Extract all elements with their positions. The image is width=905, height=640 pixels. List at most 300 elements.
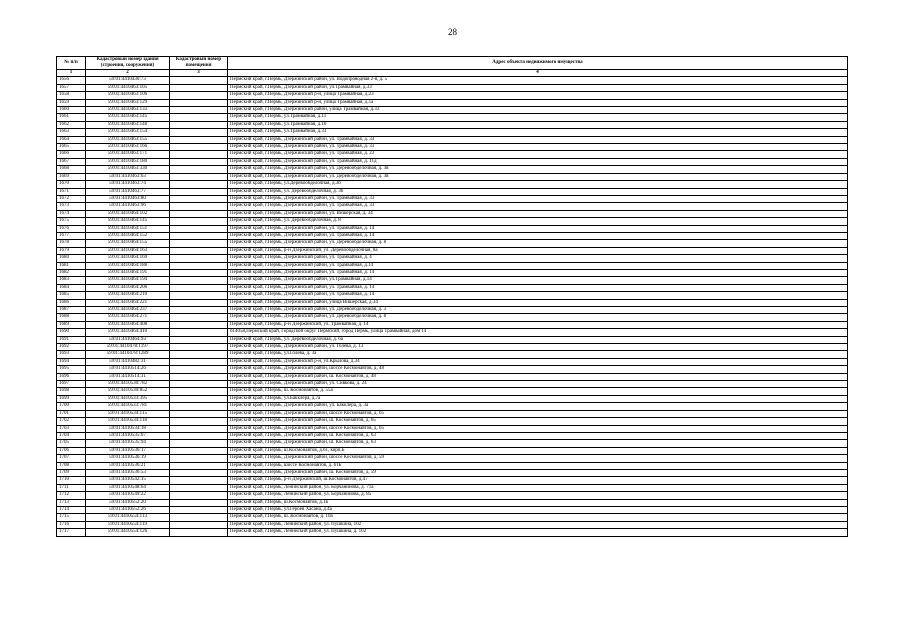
premise-cadastral-number: [170, 203, 228, 210]
building-cadastral-number: 59:01:4410478:1289: [86, 351, 170, 358]
table-row: [57, 418, 848, 425]
property-address: Пермский край, г.Пермь, ул.Голева, д. 3а: [228, 351, 848, 358]
row-number: 1707: [57, 455, 86, 462]
row-number: 1671: [57, 188, 86, 195]
table-row: [57, 425, 848, 432]
row-number: 1687: [57, 307, 86, 314]
table-row: [57, 395, 848, 402]
property-address: Пермский край, г.Пермь, ул.Героев Хасана, д.4а: [228, 506, 848, 513]
row-number: 1669: [57, 173, 86, 180]
building-cadastral-number: 59:01:4410534:118: [86, 418, 170, 425]
property-address: Пермский край, г.Пермь, Дзержинский район, ул. Трамвайная, д. 14: [228, 284, 848, 291]
table-row: [57, 514, 848, 521]
building-cadastral-number: 59:01:4410514:31: [86, 373, 170, 380]
premise-cadastral-number: [170, 166, 228, 173]
row-number: 1704: [57, 432, 86, 439]
property-address: Пермский край, г.Пермь, Дзержинский район, ул. Водопроводная 2-я, д. 5: [228, 77, 848, 84]
premise-cadastral-number: [170, 447, 228, 454]
row-number: 1691: [57, 336, 86, 343]
property-address: Пермский край, г.Пермь, Дзержинский район, улица Вишерская, д.34: [228, 299, 848, 306]
row-number: 1698: [57, 388, 86, 395]
row-number: 1685: [57, 292, 86, 299]
premise-cadastral-number: [170, 440, 228, 447]
building-cadastral-number: 59:01:4410464:169: [86, 255, 170, 262]
table-row: [57, 77, 848, 84]
premise-cadastral-number: [170, 240, 228, 247]
row-number: 1668: [57, 166, 86, 173]
row-number: 1678: [57, 240, 86, 247]
property-address: Пермский край, г.Пермь, ул.Бакклера, д.7а: [228, 395, 848, 402]
table-row: [57, 462, 848, 469]
row-number: 1689: [57, 321, 86, 328]
building-cadastral-number: 59:01:4410464:237: [86, 307, 170, 314]
building-cadastral-number: 59:01:4410463:155: [86, 136, 170, 143]
building-cadastral-number: 59:01:4410534:115: [86, 410, 170, 417]
table-row: [57, 166, 848, 173]
premise-cadastral-number: [170, 114, 228, 121]
property-registry-table: [56, 56, 848, 537]
premise-cadastral-number: [170, 492, 228, 499]
building-cadastral-number: 59:01:4410552:20: [86, 499, 170, 506]
premise-cadastral-number: [170, 151, 228, 158]
table-row: [57, 114, 848, 121]
premise-cadastral-number: [170, 195, 228, 202]
premise-cadastral-number: [170, 403, 228, 410]
row-number: 1665: [57, 144, 86, 151]
row-number: 1693: [57, 351, 86, 358]
premise-cadastral-number: [170, 432, 228, 439]
property-address: Пермский край, г.Пермь, Дзержинский район, ш. Космонавтов, д. 63: [228, 440, 848, 447]
table-row: [57, 366, 848, 373]
property-address: Пермский край, г.Пермь, Дзержинский район, ул. Трамвайная, д.14: [228, 262, 848, 269]
row-number: 1705: [57, 440, 86, 447]
table-row: [57, 477, 848, 484]
row-number: 1661: [57, 114, 86, 121]
row-number: 1662: [57, 121, 86, 128]
table-row: [57, 344, 848, 351]
row-number: 1683: [57, 277, 86, 284]
table-row: [57, 440, 848, 447]
premise-cadastral-number: [170, 158, 228, 165]
premise-cadastral-number: [170, 477, 228, 484]
premise-cadastral-number: [170, 232, 228, 239]
property-address: Пермский край, г.Пермь, ул. Деревообделочная, д. 3б: [228, 188, 848, 195]
property-address: Пермский край, г.Пермь, шоссе Космонавтов, д. 61Б: [228, 462, 848, 469]
row-number: 1667: [57, 158, 86, 165]
premise-cadastral-number: [170, 358, 228, 365]
row-number: 1692: [57, 344, 86, 351]
building-cadastral-number: 59:01:4410534:18: [86, 425, 170, 432]
property-address: Пермский край, г.Пермь, Дзержинский район, ул. Трамвайная, д. 14: [228, 225, 848, 232]
table-row: [57, 107, 848, 114]
table-row: [57, 484, 848, 491]
table-row: [57, 262, 848, 269]
row-number: 1717: [57, 529, 86, 536]
column-number: 2: [86, 70, 170, 77]
building-cadastral-number: 59:01:4410463:148: [86, 121, 170, 128]
premise-cadastral-number: [170, 462, 228, 469]
row-number: 1712: [57, 492, 86, 499]
row-number: 1674: [57, 210, 86, 217]
property-address: Пермский край, г.Пермь, Дзержинский район, ш. Космонавтов, д. 59: [228, 469, 848, 476]
table-row: [57, 506, 848, 513]
property-address: Пермский край, г.Пермь, Дзержинский район, ул. Деревообделочная, д. 3в: [228, 166, 848, 173]
property-address: Пермский край, г.Пермь, Дзержинский р-н, улица Трамвайная, д.23: [228, 92, 848, 99]
property-address: Пермский край, г.Пермь, р-н Дзержинский, ул. Деревообделочная, 8а: [228, 247, 848, 254]
premise-cadastral-number: [170, 425, 228, 432]
table-row: [57, 158, 848, 165]
table-row: [57, 292, 848, 299]
property-address: Пермский край, г.Пермь, Ленинский район, ул. Пушкина, д. 102: [228, 529, 848, 536]
table-row: [57, 447, 848, 454]
property-address: Пермский край, г.Пермь, Дзержинский район, ул. Бакклера, д. 3а: [228, 403, 848, 410]
building-cadastral-number: 59:01:4410464:145: [86, 218, 170, 225]
property-address: Пермский край, г.Пермь, Дзержинский район, ул. Трамвайная, д. 11д: [228, 158, 848, 165]
row-number: 1708: [57, 462, 86, 469]
table-row: [57, 314, 848, 321]
table-row: [57, 121, 848, 128]
building-cadastral-number: 59:01:4410536:21: [86, 462, 170, 469]
table-row: [57, 144, 848, 151]
premise-cadastral-number: [170, 269, 228, 276]
premise-cadastral-number: [170, 292, 228, 299]
row-number: 1694: [57, 358, 86, 365]
premise-cadastral-number: [170, 351, 228, 358]
premise-cadastral-number: [170, 144, 228, 151]
property-address: Пермский край, г.Пермь, Дзержинский район, ул.Трамвайная, д.14: [228, 277, 848, 284]
building-cadastral-number: 59:01:4410463:77: [86, 188, 170, 195]
premise-cadastral-number: [170, 255, 228, 262]
column-number: 1: [57, 70, 86, 77]
premise-cadastral-number: [170, 92, 228, 99]
table-row: [57, 240, 848, 247]
column-number: 4: [228, 70, 848, 77]
header-address: Адрес объекта недвижимого имущества: [228, 57, 848, 70]
building-cadastral-number: 59:01:4410463:180: [86, 158, 170, 165]
premise-cadastral-number: [170, 218, 228, 225]
premise-cadastral-number: [170, 262, 228, 269]
row-number: 1715: [57, 514, 86, 521]
row-number: 1711: [57, 484, 86, 491]
building-cadastral-number: 59:01:4410554:113: [86, 514, 170, 521]
table-row: [57, 188, 848, 195]
premise-cadastral-number: [170, 121, 228, 128]
property-address: Пермский край, г.Пермь, Дзержинский район, шоссе Космонавтов, д. 48: [228, 366, 848, 373]
row-number: 1688: [57, 314, 86, 321]
table-row: [57, 225, 848, 232]
building-cadastral-number: 59:01:4410464:93: [86, 336, 170, 343]
row-number: 1697: [57, 381, 86, 388]
row-number: 1695: [57, 366, 86, 373]
row-number: 1657: [57, 84, 86, 91]
property-address: Пермский край, г.Пермь, ул.Трамвайная, д.10: [228, 121, 848, 128]
premise-cadastral-number: [170, 77, 228, 84]
premise-cadastral-number: [170, 410, 228, 417]
property-address: Пермский край, г.Пермь, Дзержинский район, ул. Трамвайная, д. 33: [228, 203, 848, 210]
premise-cadastral-number: [170, 388, 228, 395]
table-row: [57, 388, 848, 395]
property-address: Пермский край, г.Пермь, ш. Космонавтов, д. 10а: [228, 514, 848, 521]
header-premise-cadastral: Кадастровый номер помещения: [170, 57, 228, 70]
building-cadastral-number: 59:01:4410530:852: [86, 388, 170, 395]
premise-cadastral-number: [170, 284, 228, 291]
property-address: Пермский край, г.Пермь, Дзержинский район, ул. Деревообделочная, д. 3в: [228, 173, 848, 180]
property-address: Пермский край, г.Пермь, ул.Трамвайная, д.11: [228, 114, 848, 121]
table-row: [57, 499, 848, 506]
premise-cadastral-number: [170, 506, 228, 513]
row-number: 1696: [57, 373, 86, 380]
building-cadastral-number: 59:01:4410464:151: [86, 225, 170, 232]
building-cadastral-number: 59:01:4410464:408: [86, 321, 170, 328]
table-row: [57, 358, 848, 365]
premise-cadastral-number: [170, 373, 228, 380]
row-number: 1699: [57, 395, 86, 402]
property-address: Пермский край, г.Пермь, Ленинский район, ул. Борчанинова, д. 85: [228, 492, 848, 499]
premise-cadastral-number: [170, 455, 228, 462]
premise-cadastral-number: [170, 366, 228, 373]
property-address: Пермский край, г.Пермь, Дзержинский район, ул. Трамвайная, д. 23: [228, 151, 848, 158]
building-cadastral-number: 59:01:4410464:194: [86, 277, 170, 284]
premise-cadastral-number: [170, 314, 228, 321]
building-cadastral-number: 59:01:4410463:171: [86, 151, 170, 158]
building-cadastral-number: 59:01:4410554:126: [86, 529, 170, 536]
row-number: 1710: [57, 477, 86, 484]
building-cadastral-number: 59:01:4410463:80: [86, 195, 170, 202]
row-number: 1673: [57, 203, 86, 210]
property-address: Пермский край, г.Пермь, р-н Дзержинский, ул. Трамвайная, д. 14: [228, 321, 848, 328]
property-address: Пермский край, г.Пермь, Дзержинский район, ул.Трамвайная, д.33: [228, 84, 848, 91]
building-cadastral-number: 59:01:4410464:221: [86, 299, 170, 306]
row-number: 1660: [57, 107, 86, 114]
property-address: Пермский край, г.Пермь, Дзержинский район, ул. Деревообделочная, д. 8: [228, 240, 848, 247]
premise-cadastral-number: [170, 336, 228, 343]
column-number-row: [57, 70, 848, 77]
premise-cadastral-number: [170, 136, 228, 143]
building-cadastral-number: 59:01:4410548:64: [86, 484, 170, 491]
table-row: [57, 203, 848, 210]
property-address: Пермский край, г.Пермь, Дзержинский район, ш. Космонавтов, д. 48: [228, 373, 848, 380]
table-row: [57, 247, 848, 254]
premise-cadastral-number: [170, 484, 228, 491]
table-row: [57, 277, 848, 284]
table-row: [57, 521, 848, 528]
building-cadastral-number: 59:01:4410535:94: [86, 440, 170, 447]
building-cadastral-number: 59:01:4410463:96: [86, 203, 170, 210]
row-number: 1672: [57, 195, 86, 202]
table-row: [57, 84, 848, 91]
property-address: Пермский край, г.Пермь, ул. Деревообделочная, д. 8: [228, 218, 848, 225]
building-cadastral-number: 59:01:4410464:155: [86, 240, 170, 247]
property-address: Пермский край, г.Пермь, Дзержинский район, ул. Вишерская, д. 34: [228, 210, 848, 217]
property-address: Пермский край, г.Пермь, р-н Дзержинский, ш.Космонавтов, д.47: [228, 477, 848, 484]
building-cadastral-number: 59:01:4410533:395: [86, 395, 170, 402]
building-cadastral-number: 59:01:4410514:26: [86, 366, 170, 373]
building-cadastral-number: 59:01:4410536:53: [86, 469, 170, 476]
table-row: [57, 299, 848, 306]
property-address: Пермский край, г.Пермь, Дзержинский район, ул. Трамвайная, д. 14: [228, 232, 848, 239]
building-cadastral-number: 59:01:4410536:19: [86, 455, 170, 462]
header-num: № п/п: [57, 57, 86, 70]
building-cadastral-number: 59:01:4410463:105: [86, 84, 170, 91]
property-address: Пермский край, г.Пермь, ул.Трамвайная, д.33: [228, 129, 848, 136]
row-number: 1658: [57, 92, 86, 99]
table-row: [57, 210, 848, 217]
premise-cadastral-number: [170, 210, 228, 217]
building-cadastral-number: 59:01:4410464:271: [86, 314, 170, 321]
row-number: 1676: [57, 225, 86, 232]
table-row: [57, 151, 848, 158]
table-body: [57, 77, 848, 536]
property-address: Пермский край, г.Пермь, Ленинский район, ул. Пушкина, 102: [228, 521, 848, 528]
table-row: [57, 173, 848, 180]
building-cadastral-number: 59:01:4410464:410: [86, 329, 170, 336]
building-cadastral-number: 59:01:4410549:22: [86, 492, 170, 499]
row-number: 1681: [57, 262, 86, 269]
building-cadastral-number: 59:01:4410430:73: [86, 77, 170, 84]
building-cadastral-number: 59:01:4410463:106: [86, 92, 170, 99]
premise-cadastral-number: [170, 499, 228, 506]
row-number: 1686: [57, 299, 86, 306]
header-building-cadastral: Кадастровый номер здания (строения, сооружения): [86, 57, 170, 70]
building-cadastral-number: 59:01:4410463:74: [86, 181, 170, 188]
premise-cadastral-number: [170, 321, 228, 328]
property-address: Пермский край, г.Пермь, Дзержинский район, ш. Космонавтов, д. 65: [228, 418, 848, 425]
table-row: [57, 92, 848, 99]
building-cadastral-number: 59:01:4410478:1197: [86, 344, 170, 351]
table-row: [57, 284, 848, 291]
row-number: 1690: [57, 329, 86, 336]
building-cadastral-number: 59:01:4410464:163: [86, 247, 170, 254]
table-row: [57, 232, 848, 239]
row-number: 1703: [57, 425, 86, 432]
row-number: 1682: [57, 269, 86, 276]
premise-cadastral-number: [170, 84, 228, 91]
building-cadastral-number: 59:01:4410464:206: [86, 284, 170, 291]
row-number: 1666: [57, 151, 86, 158]
property-address: Пермский край, г.Пермь, Дзержинский район, ул. Трамвайная, д. 4: [228, 255, 848, 262]
premise-cadastral-number: [170, 529, 228, 536]
table-row: [57, 455, 848, 462]
row-number: 1713: [57, 499, 86, 506]
table-row: [57, 136, 848, 143]
row-number: 1684: [57, 284, 86, 291]
table-row: [57, 351, 848, 358]
building-cadastral-number: 59:01:4410464:210: [86, 292, 170, 299]
table-row: [57, 529, 848, 536]
property-address: Пермский край, г.Пермь, ш. Космонавтов, д. 55а: [228, 388, 848, 395]
premise-cadastral-number: [170, 329, 228, 336]
table-row: [57, 432, 848, 439]
table-row: [57, 218, 848, 225]
property-address: Пермский край, г.Пермь, ш.Космонавтов, д.61, корп.Б: [228, 447, 848, 454]
table-row: [57, 410, 848, 417]
premise-cadastral-number: [170, 381, 228, 388]
row-number: 1670: [57, 181, 86, 188]
row-number: 1680: [57, 255, 86, 262]
property-address: Пермский край, г.Пермь, ул. Деревообделочная, д. 6а: [228, 336, 848, 343]
premise-cadastral-number: [170, 344, 228, 351]
building-cadastral-number: 59:01:4410463:63: [86, 173, 170, 180]
premise-cadastral-number: [170, 107, 228, 114]
premise-cadastral-number: [170, 469, 228, 476]
row-number: 1716: [57, 521, 86, 528]
property-address: Пермский край, г.Пермь, Дзержинский район, ул. Трамвайная, д. 33: [228, 144, 848, 151]
table-row: [57, 381, 848, 388]
row-number: 1702: [57, 418, 86, 425]
property-address: Пермский край, г.Пермь, ш.Космонавтов, д.1в: [228, 499, 848, 506]
table-row: [57, 373, 848, 380]
row-number: 1701: [57, 410, 86, 417]
building-cadastral-number: 59:01:4410463:133: [86, 107, 170, 114]
table-row: [57, 321, 848, 328]
row-number: 1706: [57, 447, 86, 454]
premise-cadastral-number: [170, 181, 228, 188]
property-address: Пермский край, г.Пермь, Дзержинский район, ул. Деревообделочная, д. 8: [228, 314, 848, 321]
row-number: 1709: [57, 469, 86, 476]
premise-cadastral-number: [170, 514, 228, 521]
building-cadastral-number: 59:01:4410463:166: [86, 144, 170, 151]
table-row: [57, 181, 848, 188]
building-cadastral-number: 59:01:4410554:119: [86, 521, 170, 528]
property-address: Пермский край, г.Пермь, Дзержинский район, шоссе Космонавтов, д. 65: [228, 425, 848, 432]
row-number: 1677: [57, 232, 86, 239]
row-number: 1700: [57, 403, 86, 410]
column-number: 3: [170, 70, 228, 77]
table-row: [57, 307, 848, 314]
premise-cadastral-number: [170, 277, 228, 284]
row-number: 1714: [57, 506, 86, 513]
building-cadastral-number: 59:01:4410464:102: [86, 210, 170, 217]
property-address: Пермский край, г.Пермь, Дзержинский р-н, ул.Крылова, д.34: [228, 358, 848, 365]
building-cadastral-number: 59:01:4410463:154: [86, 129, 170, 136]
premise-cadastral-number: [170, 129, 228, 136]
building-cadastral-number: 59:01:4410530:782: [86, 381, 170, 388]
row-number: 1656: [57, 77, 86, 84]
property-address: Пермский край, г.Пермь, Дзержинский р-н, улица Трамвайная, д.1а: [228, 99, 848, 106]
property-address: Пермский край, г.Пермь, Дзержинский район, шоссе Космонавтов, д. 65: [228, 410, 848, 417]
building-cadastral-number: 59:01:4410533:781: [86, 403, 170, 410]
property-address: Пермский край, г.Пермь, ул.Деревообделочная, д.3б: [228, 181, 848, 188]
premise-cadastral-number: [170, 188, 228, 195]
table-row: [57, 403, 848, 410]
table-header-row: [57, 57, 848, 70]
premise-cadastral-number: [170, 225, 228, 232]
row-number: 1663: [57, 129, 86, 136]
table-row: [57, 269, 848, 276]
table-row: [57, 99, 848, 106]
table-row: [57, 469, 848, 476]
building-cadastral-number: 59:01:4410464:191: [86, 269, 170, 276]
property-address: Пермский край, г.Пермь, Дзержинский район, ул. Сивкова, д. 24: [228, 381, 848, 388]
property-address: Пермский край, г.Пермь, Дзержинский район, ул. Трамвайная, д. 14: [228, 292, 848, 299]
property-address: Пермский край, г.Пермь, Дзержинский район, ш. Космонавтов, д. 63: [228, 432, 848, 439]
premise-cadastral-number: [170, 521, 228, 528]
building-cadastral-number: 59:01:4410482:31: [86, 358, 170, 365]
property-address: Пермский край, г.Пермь, Дзержинский район, улица Трамвайная, д.33: [228, 107, 848, 114]
table-row: [57, 336, 848, 343]
page-number: 28: [448, 27, 457, 37]
property-address: Пермский край, г.Пермь, Дзержинский район, ул. Трамвайная, д. 33: [228, 195, 848, 202]
building-cadastral-number: 59:01:4410542:15: [86, 477, 170, 484]
building-cadastral-number: 59:01:4410463:145: [86, 114, 170, 121]
property-address: Пермский край, г.Пермь, Дзержинский район, ул. Трамвайная, д. 14: [228, 269, 848, 276]
premise-cadastral-number: [170, 418, 228, 425]
building-cadastral-number: 59:01:4410552:26: [86, 506, 170, 513]
premise-cadastral-number: [170, 247, 228, 254]
premise-cadastral-number: [170, 173, 228, 180]
table-row: [57, 195, 848, 202]
building-cadastral-number: 59:01:4410464:188: [86, 262, 170, 269]
